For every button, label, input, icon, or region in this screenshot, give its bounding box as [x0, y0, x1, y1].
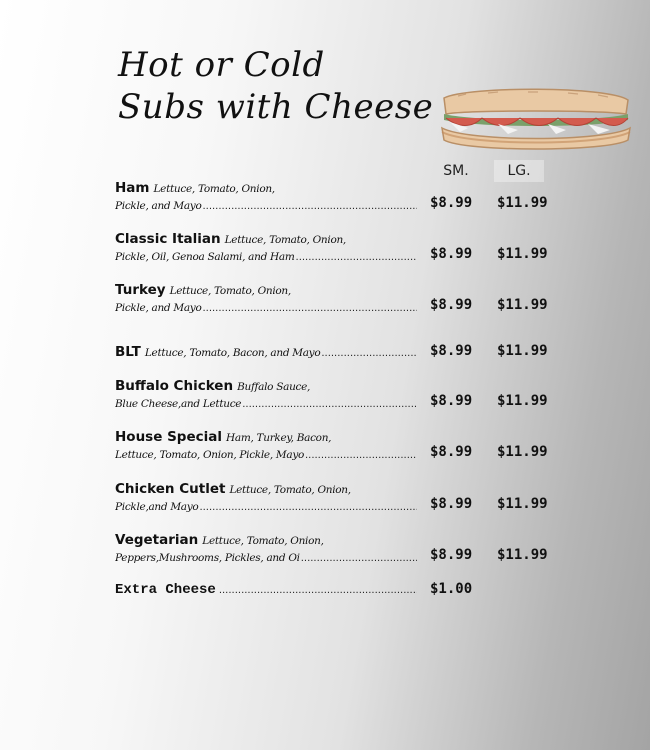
price-small: $8.99	[430, 195, 473, 211]
price-small: $8.99	[430, 393, 473, 409]
item-description-line-1: Lettuce, Tomato, Onion,	[224, 234, 346, 246]
leader-dots	[219, 582, 417, 599]
item-description-line-1: Lettuce, Tomato, Onion,	[202, 535, 324, 547]
price-large: $11.99	[497, 195, 548, 211]
sub-sandwich-icon	[438, 88, 634, 152]
price-large: $11.99	[497, 343, 548, 359]
leader-dots	[242, 396, 417, 413]
item-description-line-1: Lettuce, Tomato, Bacon, and Mayo	[144, 347, 321, 359]
item-description-line-2: Peppers,Mushrooms, Pickles, and Oi	[115, 552, 300, 564]
item-name: Extra Cheese	[115, 582, 216, 598]
price-small: $8.99	[430, 343, 473, 359]
price-extra: $1.00	[430, 581, 473, 597]
leader-dots	[202, 198, 417, 215]
item-name: Buffalo Chicken	[115, 378, 234, 394]
leader-dots	[301, 550, 417, 567]
price-large: $11.99	[497, 246, 548, 262]
price-small: $8.99	[430, 547, 473, 563]
item-description-line-2: Pickle, and Mayo	[115, 200, 202, 212]
item-description-line-1: Lettuce, Tomato, Onion,	[229, 484, 351, 496]
item-name: Classic Italian	[115, 231, 221, 247]
item-description-line-1: Buffalo Sauce,	[237, 381, 311, 393]
item-description-line-2: Pickle,and Mayo	[115, 501, 199, 513]
leader-dots	[321, 345, 417, 361]
item-description-line-1: Ham, Turkey, Bacon,	[226, 432, 332, 444]
item-name: Chicken Cutlet	[115, 481, 226, 497]
item-name: Turkey	[115, 282, 166, 298]
item-description-line-2: Pickle, Oil, Genoa Salami, and Ham	[115, 251, 295, 263]
item-description-line-1: Lettuce, Tomato, Onion,	[153, 183, 275, 195]
price-small: $8.99	[430, 297, 473, 313]
leader-dots	[199, 499, 417, 516]
leader-dots	[305, 447, 417, 464]
leader-dots	[296, 249, 417, 266]
menu-title-line-1: Hot or Cold	[118, 45, 325, 85]
price-large: $11.99	[497, 297, 548, 313]
item-description-line-2: Pickle, and Mayo	[115, 302, 202, 314]
price-large: $11.99	[497, 393, 548, 409]
item-name: Ham	[115, 180, 150, 196]
menu-title-line-2: Subs with Cheese	[118, 87, 434, 127]
price-small: $8.99	[430, 444, 473, 460]
column-header-large: LG.	[494, 160, 544, 182]
item-name: Vegetarian	[115, 532, 199, 548]
menu-title	[118, 44, 433, 128]
item-description-line-2: Blue Cheese,and Lettuce	[115, 398, 242, 410]
item-description-line-2: Lettuce, Tomato, Onion, Pickle, Mayo	[115, 449, 304, 461]
column-header-small: SM.	[443, 163, 469, 179]
price-small: $8.99	[430, 246, 473, 262]
price-large: $11.99	[497, 496, 548, 512]
price-large: $11.99	[497, 444, 548, 460]
price-small: $8.99	[430, 496, 473, 512]
item-description-line-1: Lettuce, Tomato, Onion,	[169, 285, 291, 297]
item-name: BLT	[115, 344, 141, 360]
item-name: House Special	[115, 429, 222, 445]
price-large: $11.99	[497, 547, 548, 563]
leader-dots	[202, 300, 417, 317]
